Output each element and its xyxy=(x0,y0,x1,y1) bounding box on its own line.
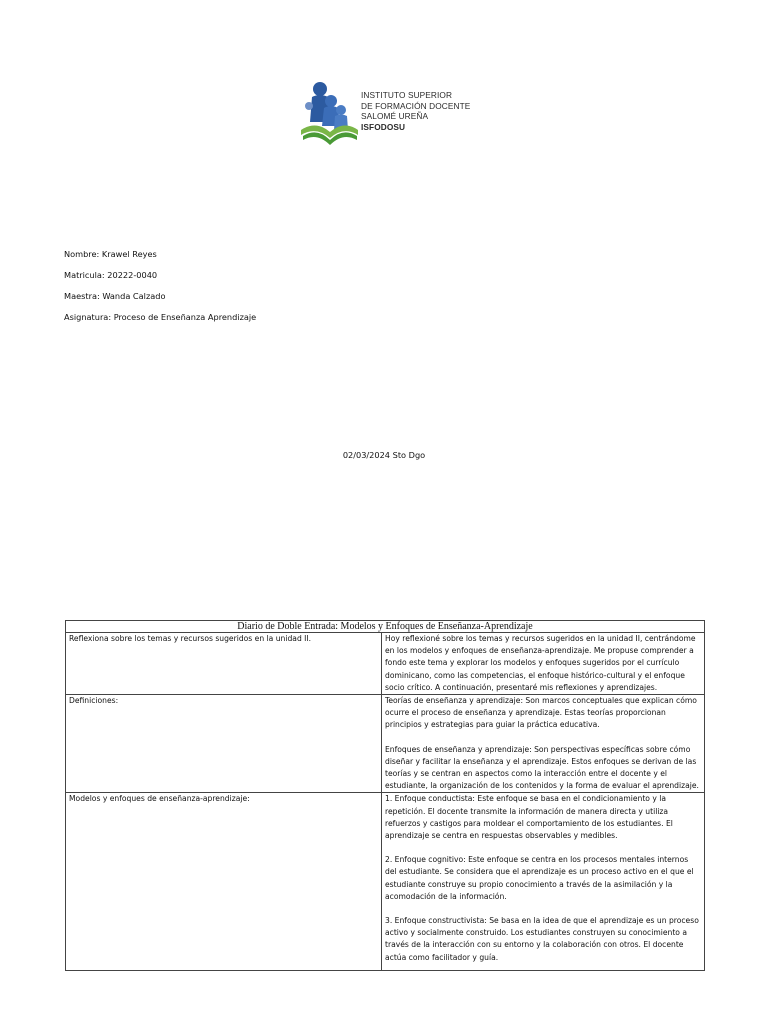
row-response xyxy=(382,793,705,970)
response-paragraph: 3. Enfoque constructivista: Se basa en la idea de que el aprendizaje es un proceso activo y socialmente construido. Los estudiantes construyen su conocimiento a través de la interacción con su entorno y la colaboración con otros. El docente actúa como facilitador y guía. xyxy=(385,916,699,962)
response-paragraph: 1. Enfoque conductista: Este enfoque se basa en el condicionamiento y la repetición. El docente transmite la información de manera directa y utiliza refuerzos y castigos para moldear el comportamiento de los estudiantes. El aprendizaje se centra en respuestas observables y medibles. xyxy=(385,794,673,841)
subject-name: Asignatura: Proceso de Enseñanza Aprendizaje xyxy=(64,312,257,322)
row-response xyxy=(382,695,705,793)
student-name: Nombre: Krawel Reyes xyxy=(64,249,157,259)
student-id: Matricula: 20222-0040 xyxy=(64,270,158,280)
logo-line-1: INSTITUTO SUPERIOR xyxy=(361,90,453,100)
student-info xyxy=(64,244,256,328)
teacher-name: Maestra: Wanda Calzado xyxy=(64,291,166,301)
row-prompt: Modelos y enfoques de enseñanza-aprendizaje: xyxy=(66,793,382,970)
response-paragraph: 2. Enfoque cognitivo: Este enfoque se centra en los procesos mentales internos del estudiante. Se considera que el aprendizaje es un proceso activo en el que el estudiante construye su propio conocimiento a través de la asimilación y la acomodación de la información. xyxy=(385,855,694,901)
row-response xyxy=(382,633,705,695)
table-title: Diario de Doble Entrada: Modelos y Enfoques de Enseñanza-Aprendizaje xyxy=(66,621,705,633)
double-entry-table xyxy=(65,620,705,971)
document-date: 02/03/2024 Sto Dgo xyxy=(342,450,426,460)
isfodosu-emblem-icon xyxy=(300,80,360,152)
response-paragraph: Enfoques de enseñanza y aprendizaje: Son perspectivas específicas sobre cómo diseñar y facilitar la enseñanza y el aprendizaje. Estos enfoques se derivan de las teorías y se centran en aspectos como la interacción entre el docente y el estudiante, la organización de los contenidos y la forma de evaluar el aprendizaje. xyxy=(385,744,699,791)
row-prompt: Definiciones: xyxy=(66,695,382,793)
table-row xyxy=(66,695,705,793)
table-row xyxy=(66,633,705,695)
response-paragraph: Hoy reflexioné sobre los temas y recursos sugeridos en la unidad II, centrándome en los modelos y enfoques de enseñanza-aprendizaje. Me propuse comprender a fondo este tema y explorar los modelos y enfoques sugeridos por el currículo dominicano, como las competencias, el enfoque histórico-cultural y el enfoque socio crítico. A continuación, presentaré mis reflexiones y aprendizajes. xyxy=(385,634,696,692)
table-row xyxy=(66,793,705,970)
logo-line-3: SALOMÉ UREÑA xyxy=(361,111,429,122)
isfodosu-logo xyxy=(300,80,490,152)
row-prompt: Reflexiona sobre los temas y recursos sugeridos en la unidad II. xyxy=(66,633,382,695)
logo-line-4: ISFODOSU xyxy=(361,121,406,132)
logo-line-2: DE FORMACIÓN DOCENTE xyxy=(361,100,471,111)
response-paragraph: Teorías de enseñanza y aprendizaje: Son marcos conceptuales que explican cómo ocurre el proceso de enseñanza y aprendizaje. Estas teorías proporcionan principios y estrategias para guiar la práctica educativa. xyxy=(385,696,697,730)
